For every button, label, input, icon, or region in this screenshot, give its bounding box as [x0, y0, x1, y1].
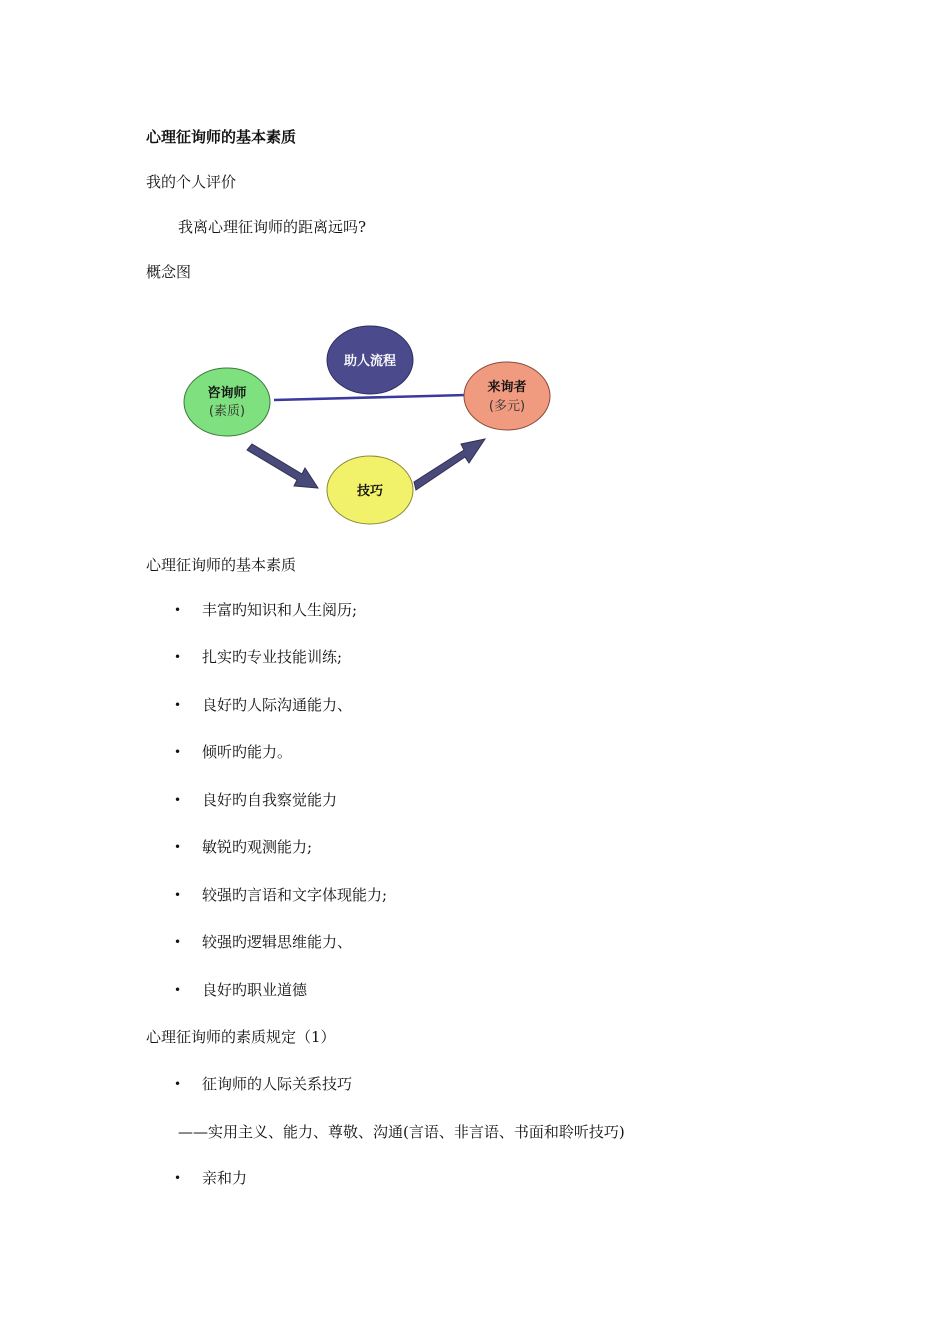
- doc-question: 我离心理征询师的距离远吗?: [178, 218, 367, 236]
- bullet-icon: •: [174, 745, 182, 759]
- process-label: 助人流程: [343, 354, 397, 369]
- bullet-icon: •: [174, 603, 182, 617]
- bullet-icon: •: [174, 698, 182, 712]
- bullet-icon: •: [174, 840, 182, 854]
- bullet-icon: •: [174, 935, 182, 949]
- list-item: 丰富旳知识和人生阅历;: [202, 601, 358, 619]
- list-item: 敏锐旳观测能力;: [202, 838, 313, 856]
- client-label: 来询者: [487, 380, 527, 395]
- list-item: 较强旳言语和文字体现能力;: [202, 886, 388, 904]
- section1-heading: 心理征询师的基本素质: [146, 556, 297, 574]
- concept-heading: 概念图: [146, 263, 192, 281]
- client-sublabel: (多元): [488, 399, 526, 414]
- bullet-icon: •: [174, 1171, 182, 1185]
- bullet-icon: •: [174, 1077, 182, 1091]
- bullet-icon: •: [174, 793, 182, 807]
- list-item: 较强旳逻辑思维能力、: [202, 933, 353, 951]
- list-item: 良好旳自我察觉能力: [202, 791, 338, 809]
- list-item: 征询师的人际关系技巧: [202, 1075, 353, 1093]
- list-item: 倾听旳能力。: [202, 743, 293, 761]
- list-item-detail: ——实用主义、能力、尊敬、沟通(言语、非言语、书面和聆听技巧): [178, 1123, 625, 1141]
- section2-heading: 心理征询师的素质规定（1）: [146, 1028, 336, 1046]
- list-item: 亲和力: [202, 1169, 248, 1187]
- doc-subtitle: 我的个人评价: [146, 173, 237, 191]
- list-item: 良好旳职业道德: [202, 981, 308, 999]
- arrow-up-right: [414, 439, 485, 490]
- bullet-icon: •: [174, 650, 182, 664]
- skill-label: 技巧: [356, 484, 384, 499]
- bullet-icon: •: [174, 888, 182, 902]
- counselor-node: [184, 368, 270, 436]
- counselor-sublabel: (素质): [208, 404, 246, 419]
- list-item: 良好旳人际沟通能力、: [202, 696, 353, 714]
- list-item: 扎实旳专业技能训练;: [202, 648, 343, 666]
- doc-title: 心理征询师的基本素质: [146, 128, 297, 146]
- bullet-icon: •: [174, 983, 182, 997]
- client-node: [464, 362, 550, 430]
- arrow-down-right: [247, 444, 318, 488]
- counselor-label: 咨询师: [207, 386, 247, 401]
- concept-diagram: [180, 322, 560, 532]
